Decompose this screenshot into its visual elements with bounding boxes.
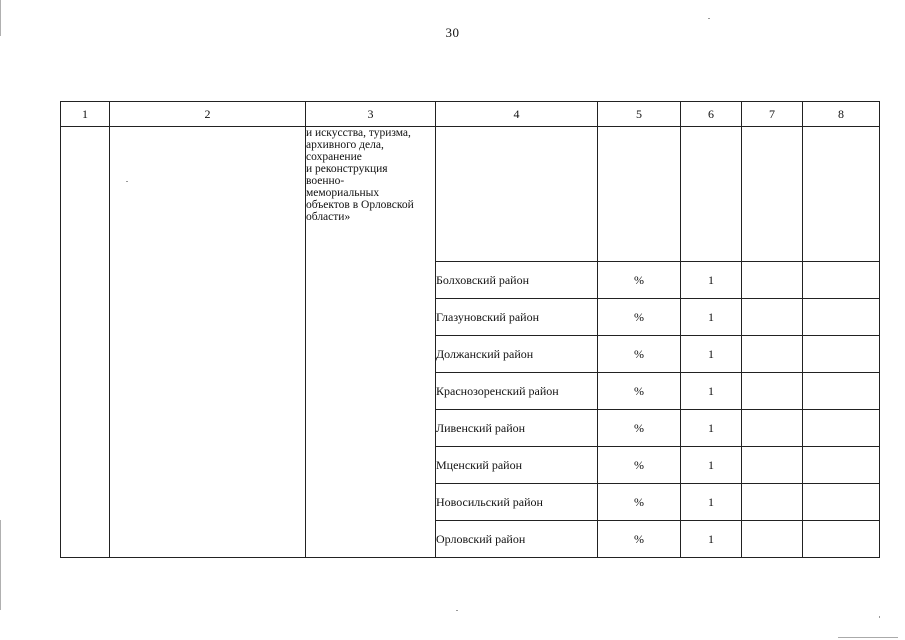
- empty-cell: [803, 336, 880, 373]
- empty-cell: [803, 373, 880, 410]
- scan-speck: [879, 616, 880, 618]
- program-name-line: архивного дела,: [306, 139, 384, 151]
- program-name-line: объектов в Орловской: [306, 199, 414, 211]
- value-cell: 1: [681, 484, 742, 521]
- empty-cell: [742, 299, 803, 336]
- column-header: 7: [742, 102, 803, 127]
- district-name: Орловский район: [436, 521, 598, 558]
- page-number: 30: [445, 25, 460, 40]
- empty-cell: [803, 410, 880, 447]
- empty-cell: [803, 447, 880, 484]
- value-cell: 1: [681, 521, 742, 558]
- program-name-line: и реконструкция: [306, 163, 388, 175]
- table-header-row: [61, 102, 880, 127]
- column-header: 4: [436, 102, 598, 127]
- district-name: Болховский район: [436, 262, 598, 299]
- empty-cell: [742, 127, 803, 262]
- empty-cell: [803, 521, 880, 558]
- value-cell: 1: [681, 410, 742, 447]
- unit-cell: %: [598, 373, 681, 410]
- program-name-line: сохранение: [306, 151, 362, 163]
- unit-cell: %: [598, 336, 681, 373]
- scan-speck: [126, 181, 128, 182]
- program-name-line: военно-: [306, 175, 345, 187]
- col1-merged-cell: [61, 127, 110, 558]
- column-header: 1: [61, 102, 110, 127]
- table-row: [61, 127, 880, 262]
- empty-cell: [803, 262, 880, 299]
- column-header: 2: [110, 102, 306, 127]
- data-table: [60, 101, 880, 558]
- empty-cell: [742, 521, 803, 558]
- column-header: 3: [306, 102, 436, 127]
- district-name: Ливенский район: [436, 410, 598, 447]
- unit-cell: %: [598, 447, 681, 484]
- column-header: 6: [681, 102, 742, 127]
- unit-cell: %: [598, 521, 681, 558]
- scan-speck: [456, 610, 458, 611]
- scan-edge-bottom: [0, 520, 1, 610]
- district-name: Мценский район: [436, 447, 598, 484]
- unit-cell: %: [598, 410, 681, 447]
- empty-cell: [598, 127, 681, 262]
- program-name-line: области»: [306, 211, 351, 223]
- unit-cell: %: [598, 262, 681, 299]
- value-cell: 1: [681, 262, 742, 299]
- column-header: 5: [598, 102, 681, 127]
- empty-cell: [742, 410, 803, 447]
- empty-cell: [742, 373, 803, 410]
- unit-cell: %: [598, 299, 681, 336]
- scan-speck: [708, 18, 710, 19]
- empty-cell: [436, 127, 598, 262]
- program-name-cell: [306, 127, 436, 558]
- col2-merged-cell: [110, 127, 306, 558]
- unit-cell: %: [598, 484, 681, 521]
- empty-cell: [742, 262, 803, 299]
- empty-cell: [803, 299, 880, 336]
- empty-cell: [803, 484, 880, 521]
- empty-cell: [742, 336, 803, 373]
- program-name-line: и искусства, туризма,: [306, 127, 411, 139]
- empty-cell: [742, 447, 803, 484]
- empty-cell: [681, 127, 742, 262]
- value-cell: 1: [681, 447, 742, 484]
- empty-cell: [742, 484, 803, 521]
- scan-mark: [838, 637, 898, 638]
- district-name: Краснозоренский район: [436, 373, 598, 410]
- value-cell: 1: [681, 299, 742, 336]
- program-name-line: мемориальных: [306, 187, 380, 199]
- district-name: Новосильский район: [436, 484, 598, 521]
- column-header: 8: [803, 102, 880, 127]
- value-cell: 1: [681, 373, 742, 410]
- district-name: Должанский район: [436, 336, 598, 373]
- empty-cell: [803, 127, 880, 262]
- district-name: Глазуновский район: [436, 299, 598, 336]
- value-cell: 1: [681, 336, 742, 373]
